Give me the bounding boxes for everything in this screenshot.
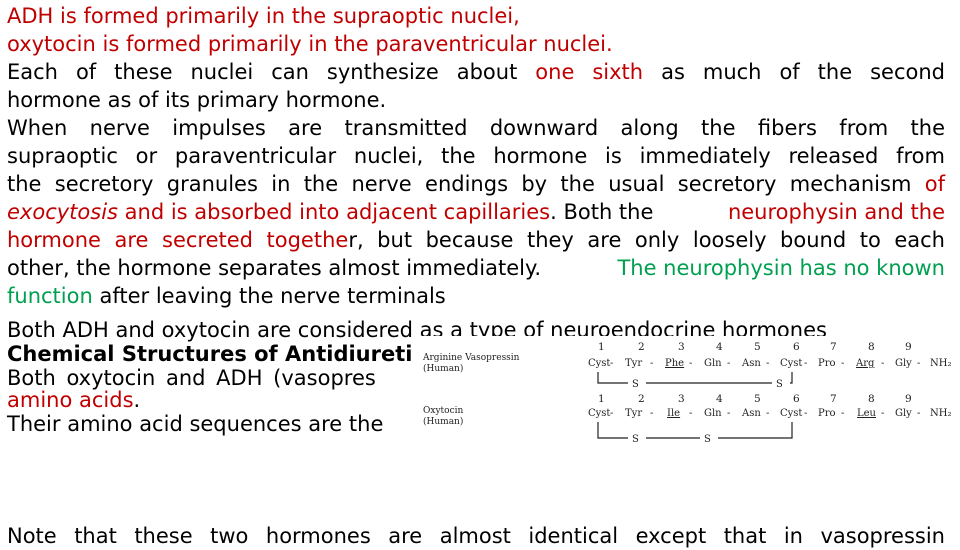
oxytocin-species: (Human) bbox=[423, 417, 464, 427]
vp-residue-6: Cyst bbox=[780, 358, 803, 369]
text-after-leaving: after leaving the nerve terminals bbox=[99, 284, 446, 308]
vp-number-8: 8 bbox=[868, 341, 875, 353]
vp-dash-9: - bbox=[917, 358, 921, 369]
text-of: of bbox=[924, 172, 945, 196]
text-no-known: The neurophysin has no known bbox=[617, 256, 945, 280]
ox-residue-1: Cyst bbox=[588, 408, 611, 419]
vp-residue-9: Gly bbox=[895, 358, 912, 369]
ox-dash-7: - bbox=[841, 408, 845, 419]
vp-residue-nh2: NH₂ bbox=[930, 358, 952, 369]
line-hormone-separates bbox=[7, 254, 945, 282]
text-both-the: . Both the bbox=[550, 200, 654, 224]
ox-sulfur-2: S bbox=[704, 434, 711, 445]
vp-number-1: 1 bbox=[598, 341, 605, 353]
vp-residue-4: Gln bbox=[704, 358, 722, 369]
vp-residue-3: Phe bbox=[665, 358, 685, 369]
text-absorbed-capillaries: and is absorbed into adjacent capillaries bbox=[124, 200, 551, 224]
line-oxytocin-paraventricular: oxytocin is formed primarily in the paraventricular nuclei. bbox=[7, 32, 613, 56]
vp-dash-8: - bbox=[881, 358, 885, 369]
vp-dash-4: - bbox=[727, 358, 731, 369]
ox-dash-8: - bbox=[881, 408, 885, 419]
text-one-sixth: one sixth bbox=[535, 60, 644, 84]
vp-dash-2: - bbox=[650, 358, 654, 369]
vasopressin-species: (Human) bbox=[423, 364, 464, 374]
ox-number-1: 1 bbox=[598, 393, 605, 405]
line-each-nucleus bbox=[7, 58, 945, 86]
ox-residue-9: Gly bbox=[895, 408, 912, 419]
text-function: function bbox=[7, 284, 93, 308]
line-supraoptic-release: supraoptic or paraventricular nuclei, the hormone is immediately released from bbox=[7, 144, 945, 168]
ox-number-8: 8 bbox=[868, 393, 875, 405]
vp-dash-1: - bbox=[610, 358, 614, 369]
ox-number-9: 9 bbox=[905, 393, 912, 405]
text-neurophysin-and-the: neurophysin and the bbox=[727, 200, 945, 224]
ox-dash-4: - bbox=[727, 408, 731, 419]
line-function bbox=[7, 282, 446, 310]
ox-number-6: 6 bbox=[793, 393, 800, 405]
vp-residue-1: Cyst bbox=[588, 358, 611, 369]
vasopressin-label: Arginine Vasopressin bbox=[423, 353, 520, 363]
vasopressin-diagram bbox=[422, 341, 951, 390]
ox-number-5: 5 bbox=[754, 393, 761, 405]
vp-number-6: 6 bbox=[793, 341, 800, 353]
ox-dash-9: - bbox=[917, 408, 921, 419]
ox-number-7: 7 bbox=[830, 393, 837, 405]
oxytocin-label: Oxytocin bbox=[423, 406, 464, 416]
line-secretory-granules bbox=[7, 170, 945, 198]
line-exocytosis bbox=[7, 198, 945, 226]
line-nerve-impulses: When nerve impulses are transmitted downward along the fibers from the bbox=[7, 116, 945, 140]
ox-residue-4: Gln bbox=[704, 408, 722, 419]
ox-residue-8: Leu bbox=[857, 408, 876, 419]
ox-dash-2: - bbox=[650, 408, 654, 419]
vp-residue-7: Pro bbox=[818, 358, 836, 369]
oxytocin-diagram bbox=[423, 393, 951, 445]
vp-number-2: 2 bbox=[638, 341, 645, 353]
text-as-much: as much of the second bbox=[661, 60, 945, 84]
line-both-oxytocin: Both oxytocin and ADH (vasopres bbox=[7, 366, 376, 390]
ox-number-3: 3 bbox=[678, 393, 685, 405]
vp-dash-3: - bbox=[689, 358, 693, 369]
ox-number-2: 2 bbox=[638, 393, 645, 405]
hormone-sequence-figure bbox=[420, 336, 960, 452]
heading-chemical-structures: Chemical Structures of Antidiureti bbox=[7, 342, 413, 366]
ox-residue-3: Ile bbox=[667, 408, 681, 419]
vp-number-3: 3 bbox=[678, 341, 685, 353]
text-period: . bbox=[133, 388, 141, 412]
text-loosely-bound: r, but because they are only loosely bound to each bbox=[348, 228, 945, 252]
ox-dash-5: - bbox=[766, 408, 770, 419]
ox-dash-1: - bbox=[610, 408, 614, 419]
text-secretory-mechanism: the secretory granules in the nerve endings by the usual secretory mechanism bbox=[7, 172, 912, 196]
line-neuroendocrine: Both ADH and oxytocin are considered as a type of neuroendocrine hormones bbox=[7, 318, 827, 342]
ox-sulfur-1: S bbox=[632, 434, 639, 445]
vp-sulfur-1: S bbox=[632, 379, 639, 390]
vp-residue-2: Tyr bbox=[625, 358, 643, 369]
vp-number-5: 5 bbox=[754, 341, 761, 353]
vp-number-9: 9 bbox=[905, 341, 912, 353]
ox-number-4: 4 bbox=[716, 393, 723, 405]
text-secreted-together: hormone are secreted togethe bbox=[7, 228, 349, 252]
line-amino-sequences: Their amino acid sequences are the bbox=[7, 412, 384, 436]
text-amino-acids: amino acids bbox=[7, 388, 134, 412]
vp-sulfur-2: S bbox=[776, 379, 783, 390]
vp-residue-5: Asn bbox=[742, 358, 761, 369]
vp-number-7: 7 bbox=[830, 341, 837, 353]
ox-dash-3: - bbox=[689, 408, 693, 419]
ox-residue-nh2: NH₂ bbox=[930, 408, 952, 419]
text-exocytosis: exocytosis bbox=[7, 200, 118, 224]
ox-disulfide-bridge bbox=[598, 422, 792, 438]
ox-residue-5: Asn bbox=[742, 408, 761, 419]
ox-dash-6: - bbox=[804, 408, 808, 419]
ox-residue-6: Cyst bbox=[780, 408, 803, 419]
line-adh-supraoptic: ADH is formed primarily in the supraoptic nuclei, bbox=[7, 4, 520, 28]
line-primary-hormone: hormone as of its primary hormone. bbox=[7, 88, 387, 112]
line-note-identical: Note that these two hormones are almost identical except that in vasopressin bbox=[7, 524, 945, 548]
vp-number-4: 4 bbox=[716, 341, 723, 353]
vp-dash-5: - bbox=[766, 358, 770, 369]
vp-disulfide-bridge bbox=[598, 372, 792, 383]
line-secreted-together bbox=[7, 226, 945, 254]
vp-dash-6: - bbox=[804, 358, 808, 369]
vp-residue-8: Arg bbox=[856, 358, 875, 369]
ox-residue-7: Pro bbox=[818, 408, 836, 419]
text-hormone-separates: other, the hormone separates almost immediately. bbox=[7, 256, 542, 280]
ox-residue-2: Tyr bbox=[625, 408, 643, 419]
vp-dash-7: - bbox=[841, 358, 845, 369]
text-each-nuclei: Each of these nuclei can synthesize about bbox=[7, 60, 518, 84]
